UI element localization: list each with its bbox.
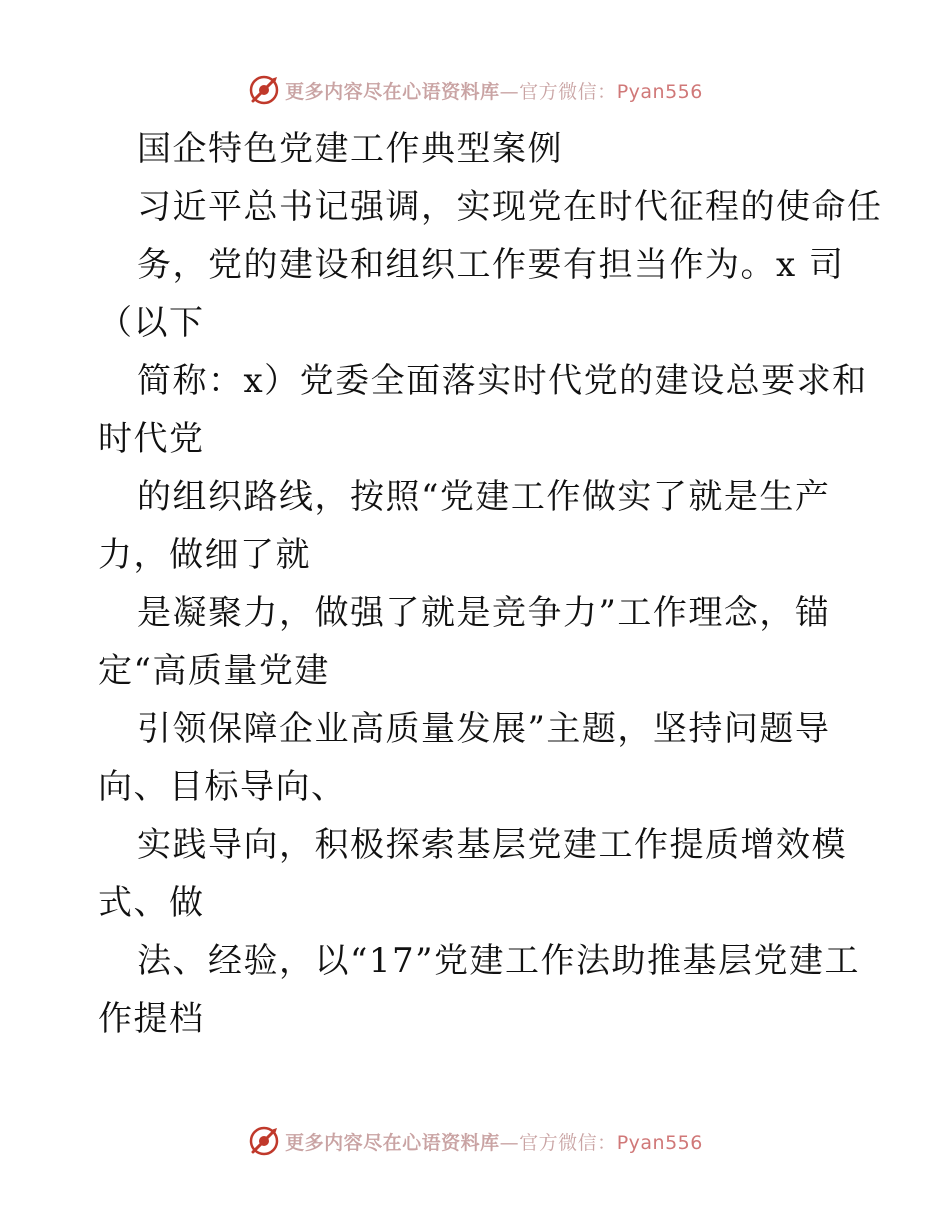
- paragraph-line: 实践导向，积极探索基层党建工作提质增效模: [137, 825, 847, 865]
- watermark-wechat-label: 官方微信：: [519, 80, 617, 103]
- watermark-wechat-id: Pyan556: [616, 80, 703, 103]
- watermark-dash: —: [499, 1131, 520, 1154]
- watermark-wechat-id: Pyan556: [616, 1131, 703, 1154]
- watermark-wechat-label: 官方微信：: [519, 1131, 617, 1154]
- paragraph-line: 是凝聚力，做强了就是竞争力”工作理念，锚: [137, 593, 831, 633]
- paragraph-line: 引领保障企业高质量发展”主题，坚持问题导: [137, 709, 831, 749]
- footer-watermark: [0, 1121, 950, 1161]
- paragraph-line: 作提档: [98, 999, 205, 1039]
- paragraph-line: 定“高质量党建: [98, 651, 330, 691]
- paragraph-line: 的组织路线，按照“党建工作做实了就是生产: [137, 477, 831, 517]
- paragraph-line: 向、目标导向、: [98, 767, 347, 807]
- paragraph-line: 法、经验，以“17”党建工作法助推基层党建工: [137, 941, 861, 981]
- pen-seal-icon: [247, 73, 281, 107]
- paragraph-line: 时代党: [98, 419, 205, 459]
- paragraph-line: 习近平总书记强调，实现党在时代征程的使命任: [137, 187, 883, 227]
- paragraph-line: 务，党的建设和组织工作要有担当作为。x 司: [137, 245, 845, 285]
- pen-seal-icon: [247, 1124, 281, 1158]
- watermark-main-text: 更多内容尽在心语资料库: [285, 1131, 500, 1154]
- watermark-main-text: 更多内容尽在心语资料库: [285, 80, 500, 103]
- header-watermark: [0, 70, 950, 110]
- document-title: 国企特色党建工作典型案例: [137, 129, 563, 169]
- watermark-dash: —: [499, 80, 520, 103]
- paragraph-line: 式、做: [98, 883, 205, 923]
- paragraph-line: 简称：x）党委全面落实时代党的建设总要求和: [137, 361, 868, 401]
- paragraph-line: （以下: [98, 303, 205, 343]
- paragraph-line: 力，做细了就: [98, 535, 311, 575]
